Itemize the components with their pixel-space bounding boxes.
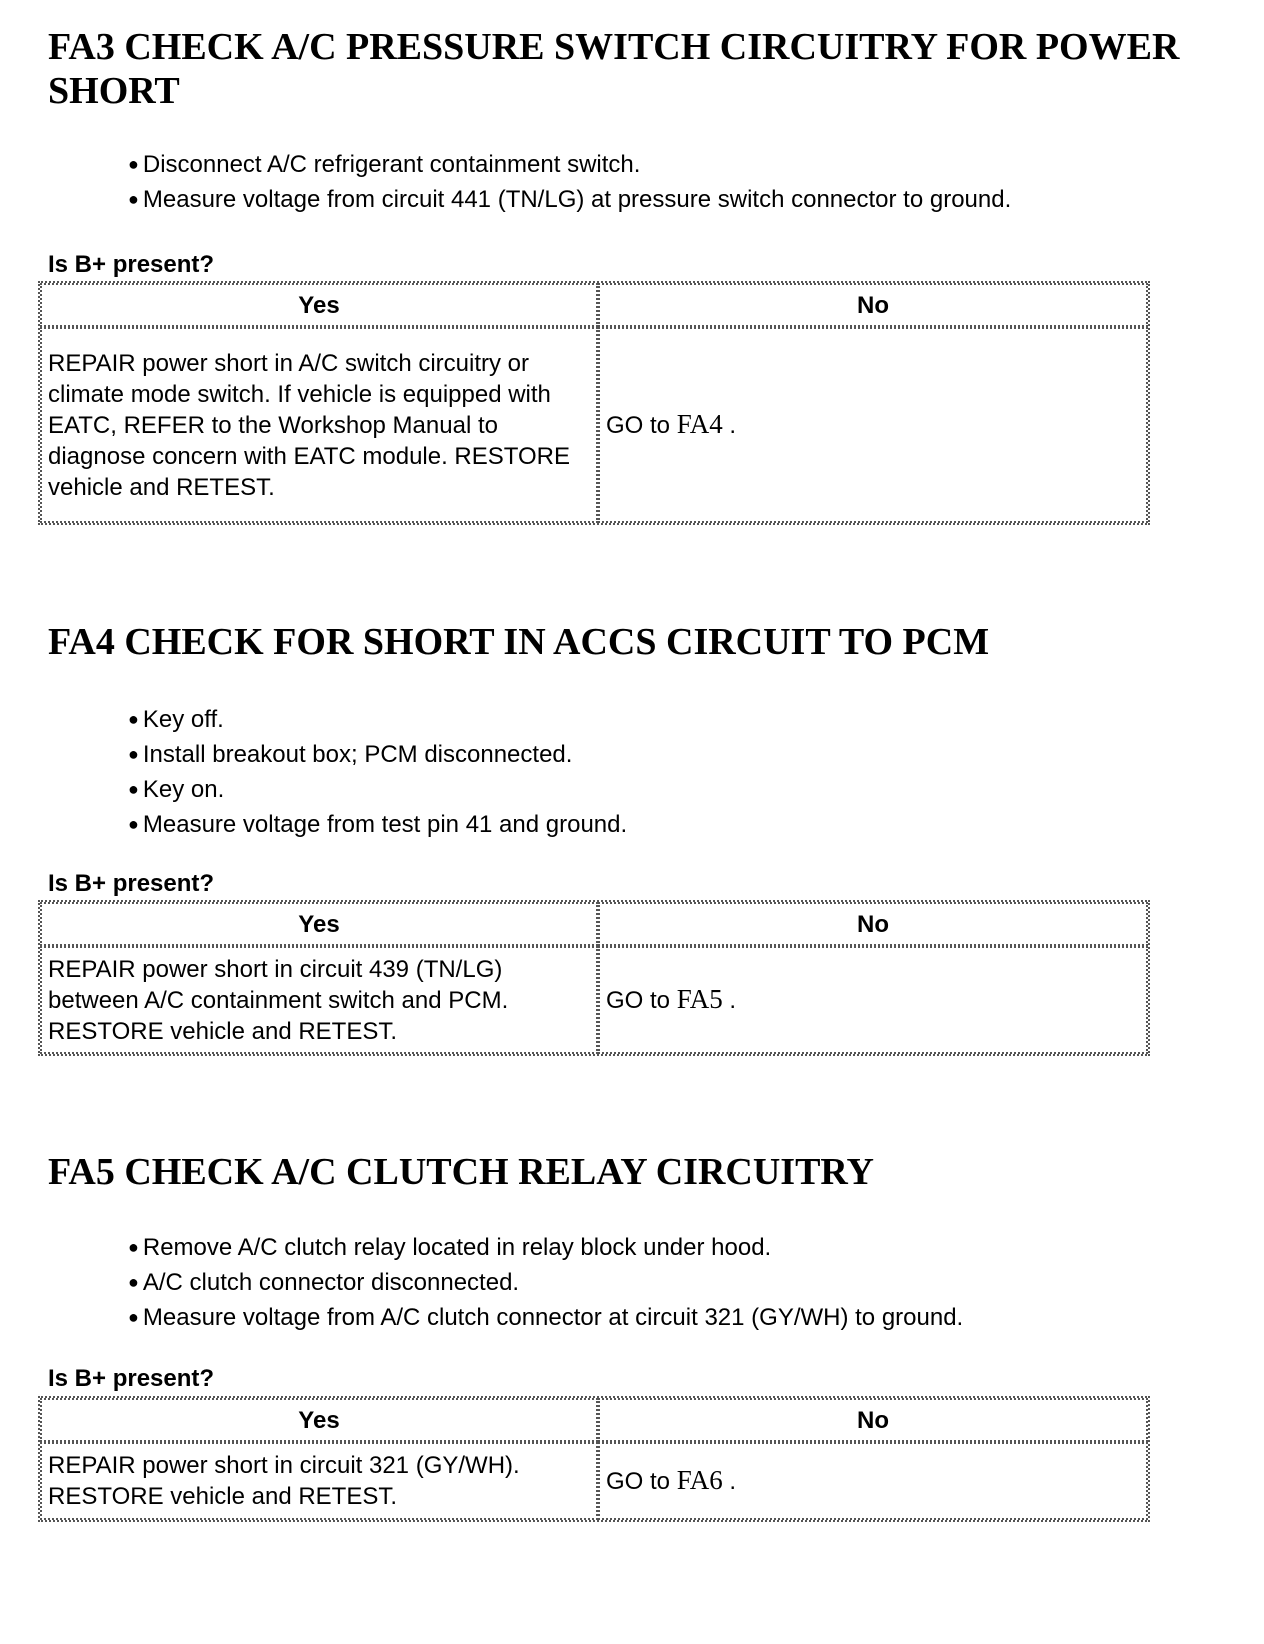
- yes-header: Yes: [40, 1398, 598, 1442]
- yes-cell: REPAIR power short in circuit 439 (TN/LG) between A/C containment switch and PCM. RESTORE vehicle and RETEST.: [40, 946, 598, 1054]
- bullet-icon: ●: [128, 709, 139, 729]
- goto-link-fa4[interactable]: FA4: [676, 409, 723, 439]
- step-item: ● Measure voltage from A/C clutch connector at circuit 321 (GY/WH) to ground.: [128, 1304, 964, 1331]
- step-list: [128, 1231, 963, 1336]
- yes-header: Yes: [40, 902, 598, 946]
- bullet-icon: ●: [128, 1307, 139, 1327]
- question-label: Is B+ present?: [48, 251, 215, 278]
- table-header-row: [40, 1398, 1148, 1442]
- goto-prefix: GO to: [606, 1468, 671, 1495]
- no-header: No: [598, 902, 1148, 946]
- bullet-icon: ●: [128, 154, 139, 174]
- section-heading: FA4 CHECK FOR SHORT IN ACCS CIRCUIT TO PCM: [48, 621, 990, 663]
- bullet-icon: ●: [128, 744, 139, 764]
- table-header-row: [40, 283, 1148, 327]
- bullet-icon: ●: [128, 814, 139, 834]
- bullet-icon: ●: [128, 779, 139, 799]
- question-label: Is B+ present?: [48, 870, 215, 897]
- no-cell: [598, 946, 1148, 1054]
- no-cell: [598, 1442, 1148, 1520]
- goto-link-fa6[interactable]: FA6: [676, 1465, 723, 1495]
- decision-table: [38, 1396, 1150, 1522]
- step-item: ● Key off.: [128, 706, 224, 733]
- yes-header: Yes: [40, 283, 598, 327]
- table-row: [40, 1442, 1148, 1520]
- decision-table: [38, 900, 1150, 1056]
- table-row: [40, 946, 1148, 1054]
- goto-suffix: .: [729, 1468, 737, 1495]
- step-item: ● Measure voltage from test pin 41 and ground.: [128, 811, 628, 838]
- bullet-icon: ●: [128, 1272, 139, 1292]
- goto-prefix: GO to: [606, 987, 671, 1014]
- step-item: ● A/C clutch connector disconnected.: [128, 1269, 520, 1296]
- step-item: ● Install breakout box; PCM disconnected.: [128, 741, 573, 768]
- step-item: ● Key on.: [128, 776, 225, 803]
- table-row: [40, 327, 1148, 523]
- no-cell: [598, 327, 1148, 523]
- bullet-icon: ●: [128, 189, 139, 209]
- step-item: ● Measure voltage from circuit 441 (TN/LG) at pressure switch connector to ground.: [128, 186, 1012, 213]
- decision-table: [38, 281, 1150, 525]
- table-header-row: [40, 902, 1148, 946]
- section-heading: FA5 CHECK A/C CLUTCH RELAY CIRCUITRY: [48, 1151, 874, 1193]
- bullet-icon: ●: [128, 1237, 139, 1257]
- yes-cell: REPAIR power short in circuit 321 (GY/WH). RESTORE vehicle and RETEST.: [40, 1442, 598, 1520]
- no-header: No: [598, 1398, 1148, 1442]
- step-list: [128, 703, 627, 843]
- goto-link-fa5[interactable]: FA5: [676, 984, 723, 1014]
- goto-prefix: GO to: [606, 412, 671, 439]
- no-header: No: [598, 283, 1148, 327]
- step-item: ● Remove A/C clutch relay located in relay block under hood.: [128, 1234, 772, 1261]
- goto-suffix: .: [729, 987, 737, 1014]
- question-label: Is B+ present?: [48, 1365, 215, 1392]
- step-item: ● Disconnect A/C refrigerant containment switch.: [128, 151, 641, 178]
- step-list: [128, 148, 1011, 218]
- goto-suffix: .: [729, 412, 737, 439]
- yes-cell: REPAIR power short in A/C switch circuitry or climate mode switch. If vehicle is equipped with EATC, REFER to the Workshop Manual to diagnose concern with EATC module. RESTORE vehicle and RETEST.: [40, 327, 598, 523]
- section-heading: FA3 CHECK A/C PRESSURE SWITCH CIRCUITRY FOR POWER SHORT: [48, 26, 1180, 112]
